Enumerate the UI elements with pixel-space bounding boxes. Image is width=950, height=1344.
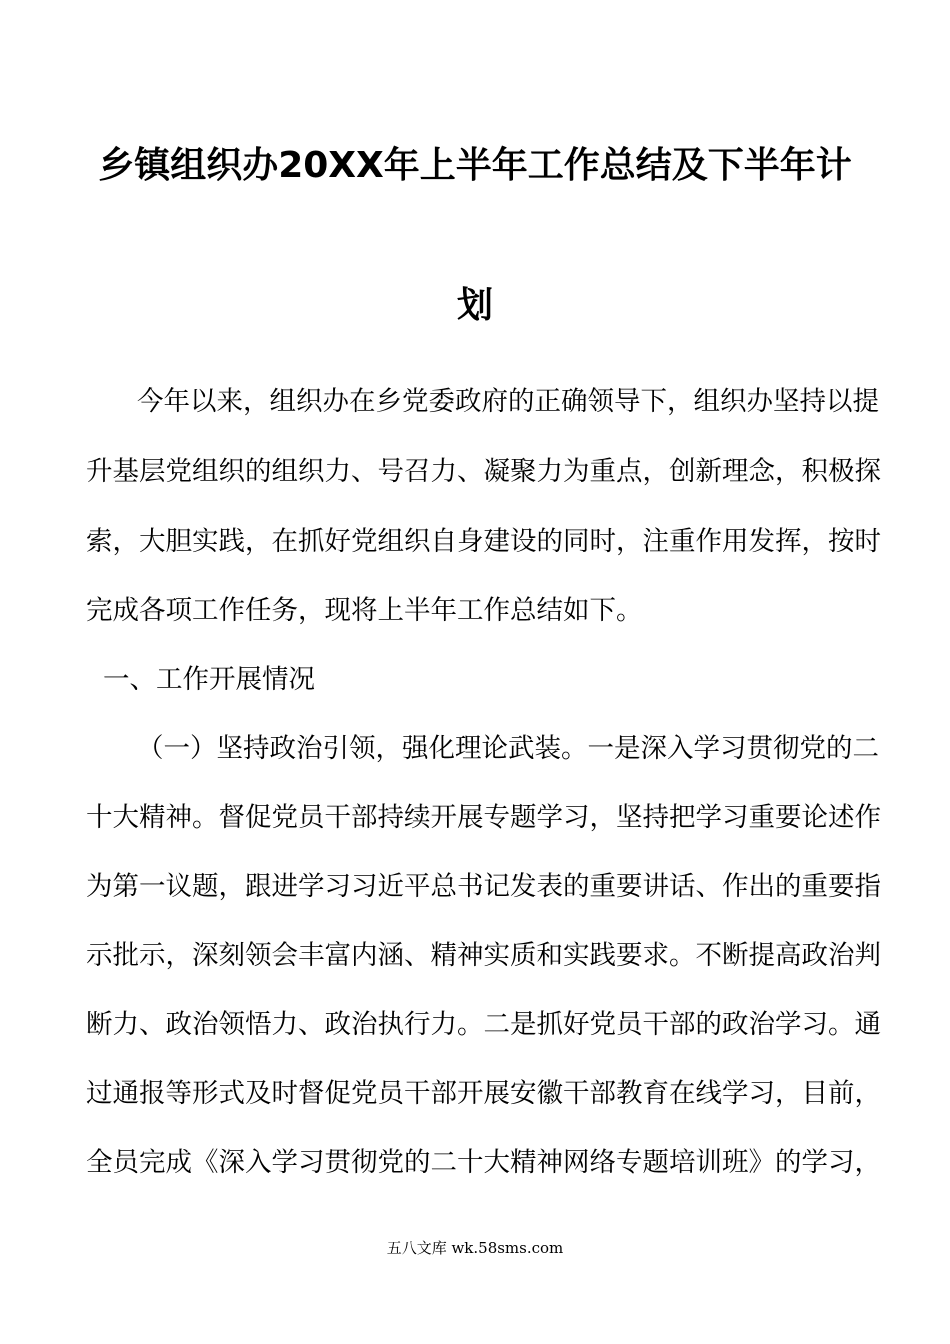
section-heading: 一、工作开展情况 — [103, 664, 315, 695]
subsection-line-3: 为第一议题，跟进学习习近平总书记发表的重要讲话、作出的重要指 — [86, 871, 881, 902]
subsection-line-1: （一）坚持政治引领，强化理论武装。一是深入学习贯彻党的二 — [137, 733, 879, 764]
subsection-line-4: 示批示，深刻领会丰富内涵、精神实质和实践要求。不断提高政治判 — [86, 940, 881, 971]
intro-line-4: 完成各项工作任务，现将上半年工作总结如下。 — [86, 595, 643, 626]
document-title-line-1: 乡镇组织办20XX年上半年工作总结及下半年计 — [98, 145, 852, 186]
subsection-line-6: 过通报等形式及时督促党员干部开展安徽干部教育在线学习，目前， — [86, 1078, 881, 1109]
intro-line-2: 升基层党组织的组织力、号召力、凝聚力为重点，创新理念，积极探 — [86, 456, 881, 487]
subsection-line-5: 断力、政治领悟力、政治执行力。二是抓好党员干部的政治学习。通 — [86, 1009, 881, 1040]
intro-line-3: 索，大胆实践，在抓好党组织自身建设的同时，注重作用发挥，按时 — [86, 526, 881, 557]
subsection-line-2: 十大精神。督促党员干部持续开展专题学习，坚持把学习重要论述作 — [86, 802, 881, 833]
footer-watermark: 五八文库 wk.58sms.com — [386, 1239, 564, 1257]
subsection-line-7: 全员完成《深入学习贯彻党的二十大精神网络专题培训班》的学习， — [86, 1147, 881, 1178]
document-title-line-2: 划 — [456, 285, 493, 326]
intro-line-1: 今年以来，组织办在乡党委政府的正确领导下，组织办坚持以提 — [137, 386, 879, 417]
